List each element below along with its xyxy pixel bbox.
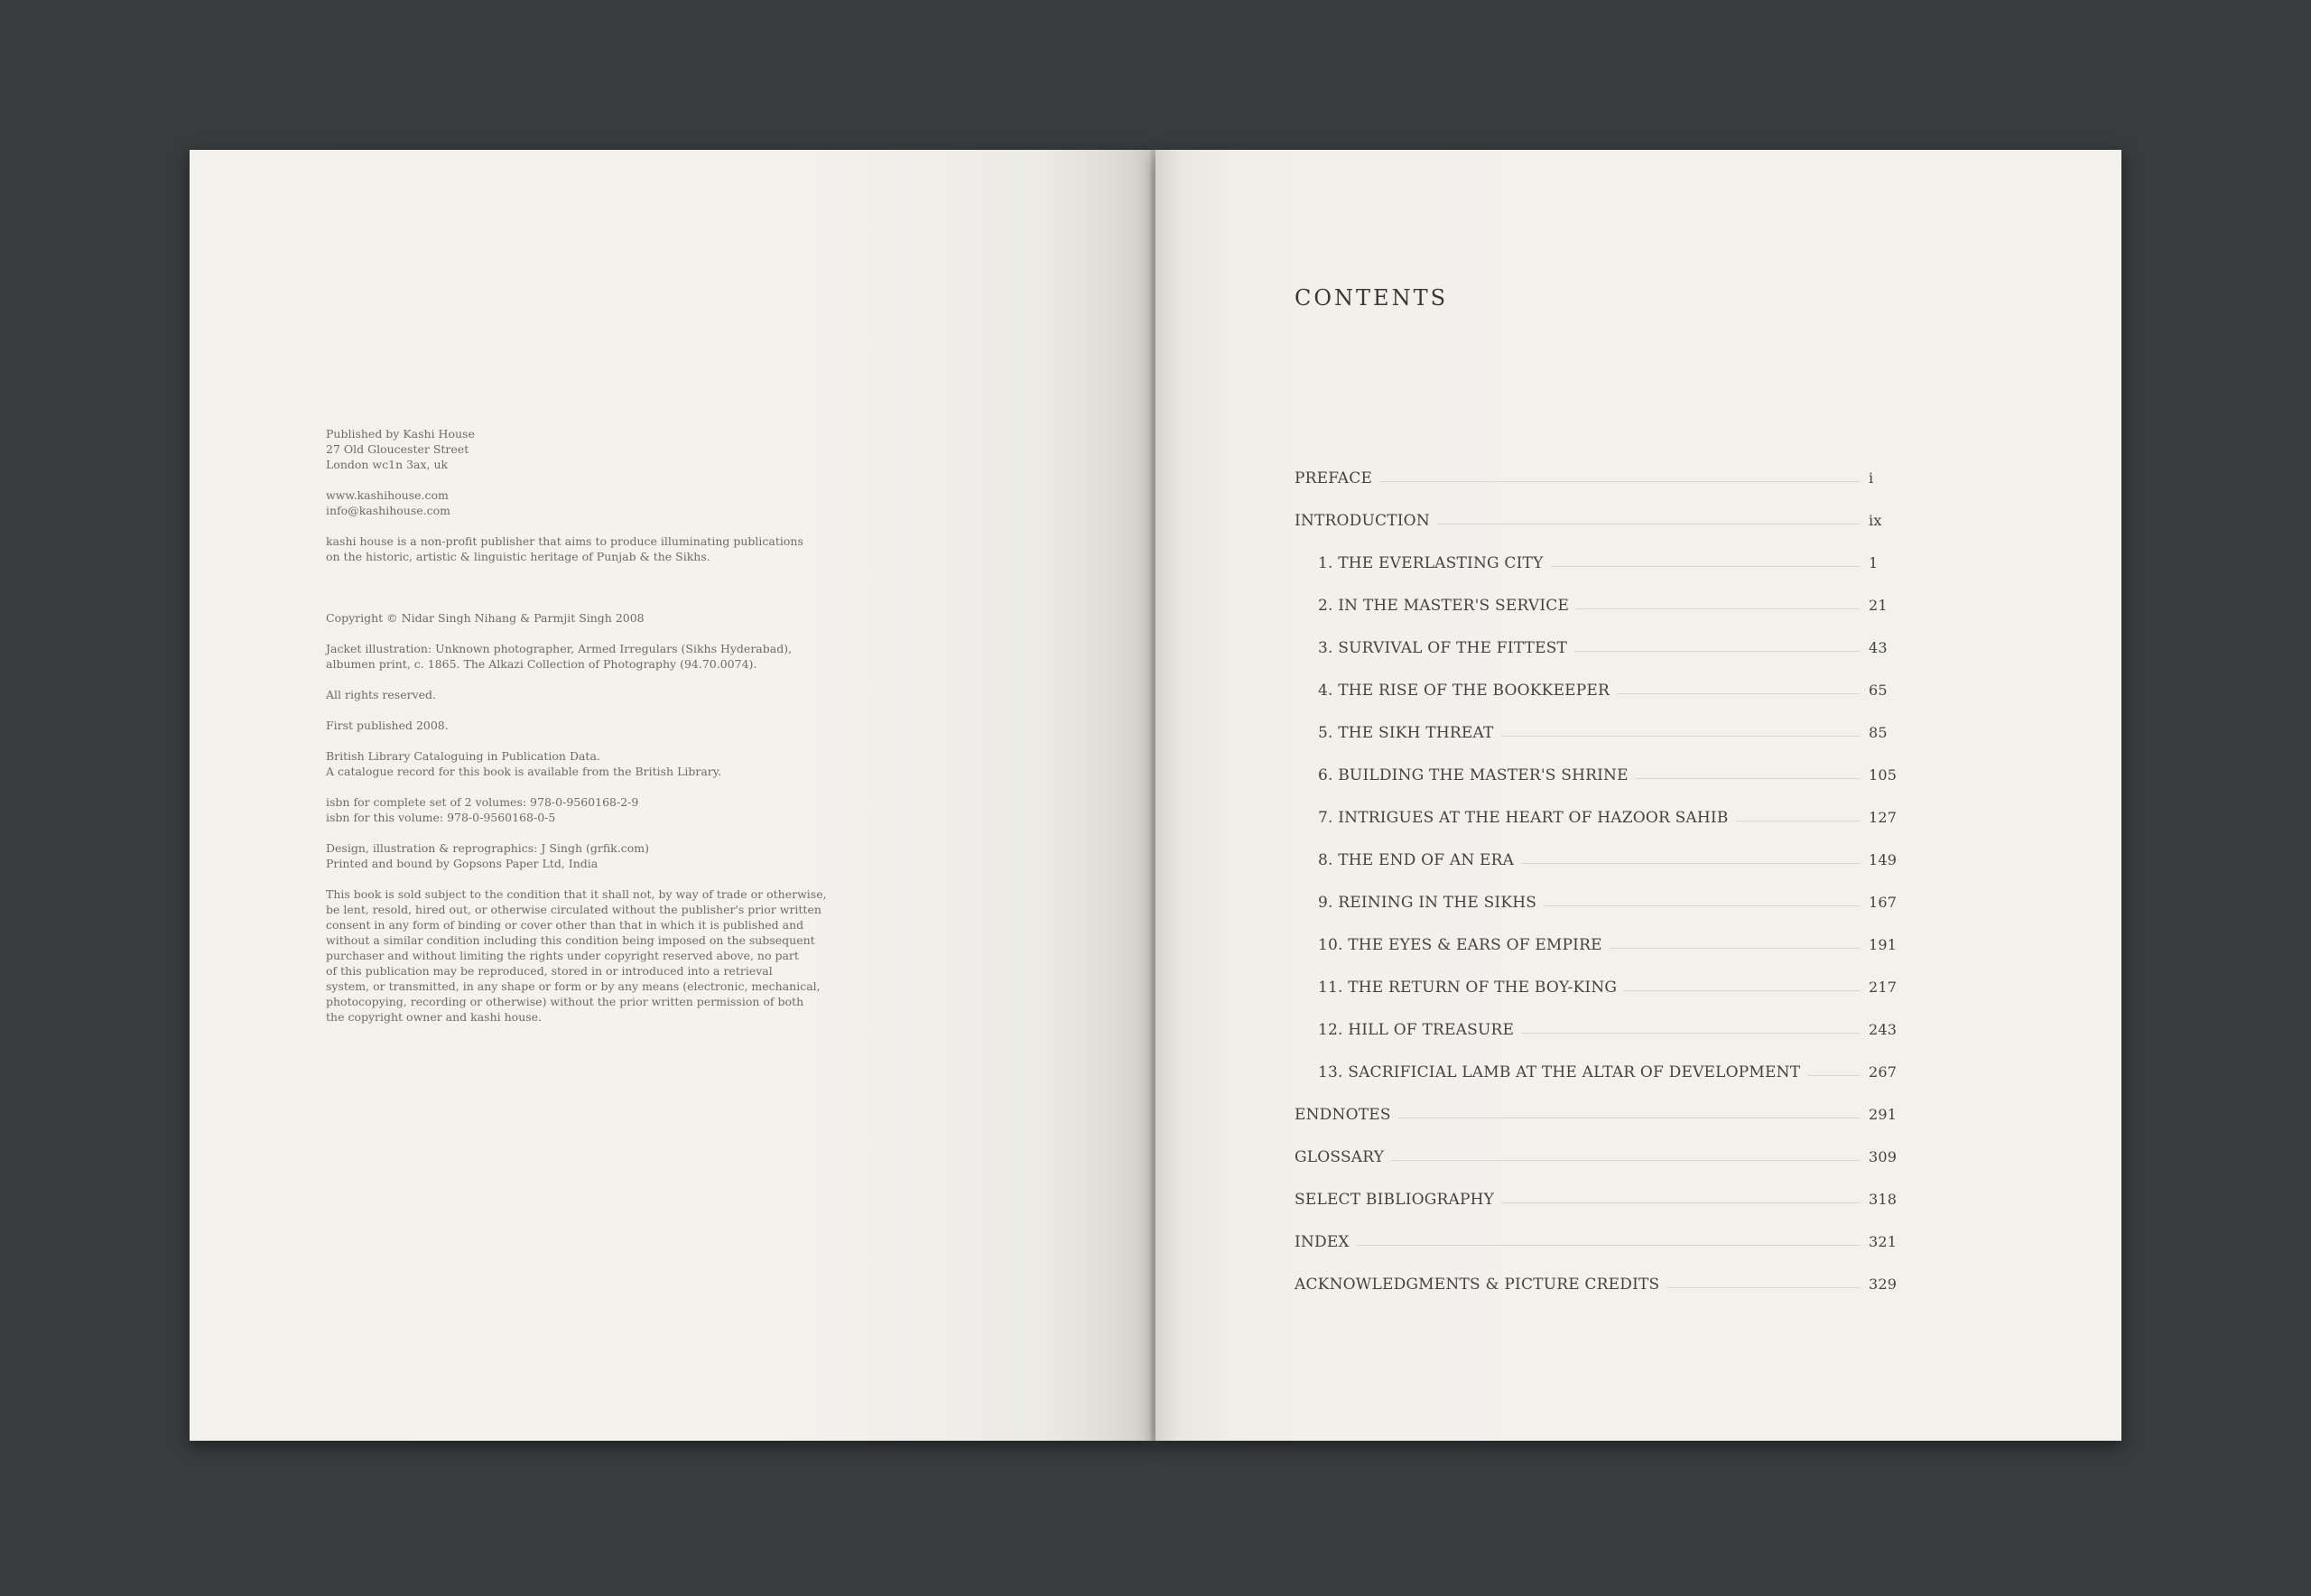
email-link[interactable]: info@kashihouse.com [326, 504, 450, 517]
toc-entry-label: GLOSSARY [1295, 1148, 1385, 1166]
toc-entry-label: 8. THE END OF AN ERA [1318, 851, 1515, 869]
isbn-line: isbn for this volume: 978-0-9560168-0-5 [326, 811, 556, 824]
imprint-line: Design, illustration & reprographics: J Singh (grfik.com) [326, 841, 649, 855]
toc-leader-line [1610, 936, 1860, 949]
toc-entry[interactable] [1295, 1148, 1908, 1191]
toc-entry-page: 329 [1869, 1276, 1898, 1293]
toc-entry[interactable] [1295, 1106, 1908, 1148]
toc-entry-label: PREFACE [1295, 469, 1373, 487]
toc-entry-page: ix [1869, 512, 1882, 529]
toc-leader-line [1437, 512, 1860, 524]
toc-entry-label: 2. IN THE MASTER'S SERVICE [1318, 597, 1570, 615]
conditions-line: of this publication may be reproduced, stored in or introduced into a retrieval [326, 964, 773, 978]
toc-leader-line [1807, 1063, 1860, 1076]
toc-entry-label: 6. BUILDING THE MASTER'S SHRINE [1318, 766, 1629, 784]
toc-leader-line [1521, 1021, 1860, 1034]
toc-entry[interactable] [1295, 1063, 1908, 1106]
toc-leader-line [1636, 766, 1860, 779]
toc-entry-page: 243 [1869, 1021, 1898, 1038]
toc-leader-line [1521, 851, 1860, 864]
conditions-line: without a similar condition including this condition being imposed on the subsequent [326, 933, 815, 947]
toc-leader-line [1617, 682, 1860, 694]
left-page [190, 150, 1152, 1441]
toc-entry-label: 5. THE SIKH THREAT [1318, 724, 1494, 742]
imprint-line: London wc1n 3ax, uk [326, 458, 449, 471]
toc-entry-label: 7. INTRIGUES AT THE HEART OF HAZOOR SAHIB [1318, 809, 1729, 827]
toc-entry[interactable] [1295, 766, 1908, 809]
imprint-line: Printed and bound by Gopsons Paper Ltd, India [326, 857, 599, 870]
toc-entry-page: 85 [1869, 724, 1888, 741]
toc-entry-label: ENDNOTES [1295, 1106, 1391, 1124]
toc-entry-label: 1. THE EVERLASTING CITY [1318, 554, 1544, 572]
toc-entry-label: INTRODUCTION [1295, 512, 1430, 530]
toc-leader-line [1501, 724, 1860, 737]
rights-line: All rights reserved. [326, 688, 437, 701]
toc-entry[interactable] [1295, 554, 1908, 597]
toc-entry-page: 21 [1869, 597, 1888, 614]
imprint-line: kashi house is a non-profit publisher that aims to produce illuminating publications [326, 534, 803, 548]
toc-entry[interactable] [1295, 639, 1908, 682]
imprint-line: A catalogue record for this book is available from the British Library. [326, 765, 722, 778]
toc-entry[interactable] [1295, 894, 1908, 936]
imprint-line: Jacket illustration: Unknown photographer, Armed Irregulars (Sikhs Hyderabad), [326, 642, 793, 655]
toc-leader-line [1501, 1191, 1860, 1203]
toc-entry-page: 321 [1869, 1233, 1898, 1250]
toc-entry-label: 13. SACRIFICIAL LAMB AT THE ALTAR OF DEVELOPMENT [1318, 1063, 1801, 1081]
toc-entry-page: 291 [1869, 1106, 1898, 1123]
toc-leader-line [1398, 1106, 1860, 1118]
toc-entry-label: 12. HILL OF TREASURE [1318, 1021, 1515, 1039]
toc-leader-line [1624, 979, 1860, 991]
toc-entry-page: i [1869, 469, 1874, 487]
conditions-line: system, or transmitted, in any shape or form or by any means (electronic, mechanical, [326, 979, 821, 993]
copyright-line: Copyright © Nidar Singh Nihang & Parmjit Singh 2008 [326, 611, 645, 625]
conditions-line: purchaser and without limiting the rights under copyright reserved above, no part [326, 949, 799, 962]
toc-entry[interactable] [1295, 512, 1908, 554]
conditions-line: consent in any form of binding or cover other than that in which it is published and [326, 918, 804, 932]
toc-entry-page: 149 [1869, 851, 1898, 868]
toc-entry[interactable] [1295, 809, 1908, 851]
toc-leader-line [1379, 469, 1860, 482]
toc-entry-page: 191 [1869, 936, 1898, 953]
imprint-block [326, 426, 827, 1025]
toc-entry-page: 309 [1869, 1148, 1898, 1165]
toc-leader-line [1357, 1233, 1860, 1246]
toc-entry-page: 318 [1869, 1191, 1898, 1208]
first-published-line: First published 2008. [326, 719, 449, 732]
toc-entry-page: 43 [1869, 639, 1888, 656]
toc-entry[interactable] [1295, 1021, 1908, 1063]
imprint-line: 27 Old Gloucester Street [326, 442, 469, 456]
toc-entry-label: 11. THE RETURN OF THE BOY-KING [1318, 979, 1618, 997]
toc-entry[interactable] [1295, 597, 1908, 639]
toc-entry-label: 3. SURVIVAL OF THE FITTEST [1318, 639, 1568, 657]
website-link[interactable]: www.kashihouse.com [326, 488, 449, 502]
toc-entry-label: 4. THE RISE OF THE BOOKKEEPER [1318, 682, 1610, 700]
toc-entry-page: 167 [1869, 894, 1898, 911]
right-page [1156, 150, 2121, 1441]
toc-entry[interactable] [1295, 851, 1908, 894]
toc-entry[interactable] [1295, 1191, 1908, 1233]
toc-entry[interactable] [1295, 1233, 1908, 1276]
toc-leader-line [1576, 597, 1860, 609]
toc-leader-line [1736, 809, 1860, 821]
conditions-line: the copyright owner and kashi house. [326, 1010, 543, 1024]
conditions-line: be lent, resold, hired out, or otherwise circulated without the publisher's prior written [326, 903, 821, 916]
toc-entry[interactable] [1295, 682, 1908, 724]
toc-entry[interactable] [1295, 1276, 1908, 1318]
toc-entry-label: 9. REINING IN THE SIKHS [1318, 894, 1537, 912]
toc-entry[interactable] [1295, 979, 1908, 1021]
imprint-line: British Library Cataloguing in Publication Data. [326, 749, 600, 763]
toc-entry[interactable] [1295, 936, 1908, 979]
toc-entry-page: 1 [1869, 554, 1879, 571]
toc-leader-line [1391, 1148, 1860, 1161]
conditions-line: photocopying, recording or otherwise) without the prior written permission of both [326, 995, 804, 1008]
toc-entry-page: 127 [1869, 809, 1898, 826]
toc-leader-line [1544, 894, 1860, 906]
toc-entry-page: 217 [1869, 979, 1898, 996]
toc-entry[interactable] [1295, 469, 1908, 512]
toc-entry-page: 65 [1869, 682, 1888, 699]
imprint-line: albumen print, c. 1865. The Alkazi Collection of Photography (94.70.0074). [326, 657, 757, 671]
isbn-line: isbn for complete set of 2 volumes: 978-0-9560168-2-9 [326, 795, 639, 809]
imprint-line: on the historic, artistic & linguistic heritage of Punjab & the Sikhs. [326, 550, 710, 563]
toc-leader-line [1551, 554, 1860, 567]
toc-entry[interactable] [1295, 724, 1908, 766]
toc-entry-label: INDEX [1295, 1233, 1350, 1251]
toc-entry-page: 105 [1869, 766, 1898, 784]
conditions-line: This book is sold subject to the condition that it shall not, by way of trade or otherwise, [326, 887, 827, 901]
imprint-line: Published by Kashi House [326, 427, 475, 441]
toc-entry-label: 10. THE EYES & EARS OF EMPIRE [1318, 936, 1602, 954]
toc-leader-line [1666, 1276, 1860, 1288]
contents-title: CONTENTS [1295, 285, 1449, 311]
toc-leader-line [1574, 639, 1860, 652]
contents-list [1295, 469, 1908, 1318]
toc-entry-label: ACKNOWLEDGMENTS & PICTURE CREDITS [1295, 1276, 1660, 1294]
toc-entry-page: 267 [1869, 1063, 1898, 1081]
toc-entry-label: SELECT BIBLIOGRAPHY [1295, 1191, 1495, 1209]
